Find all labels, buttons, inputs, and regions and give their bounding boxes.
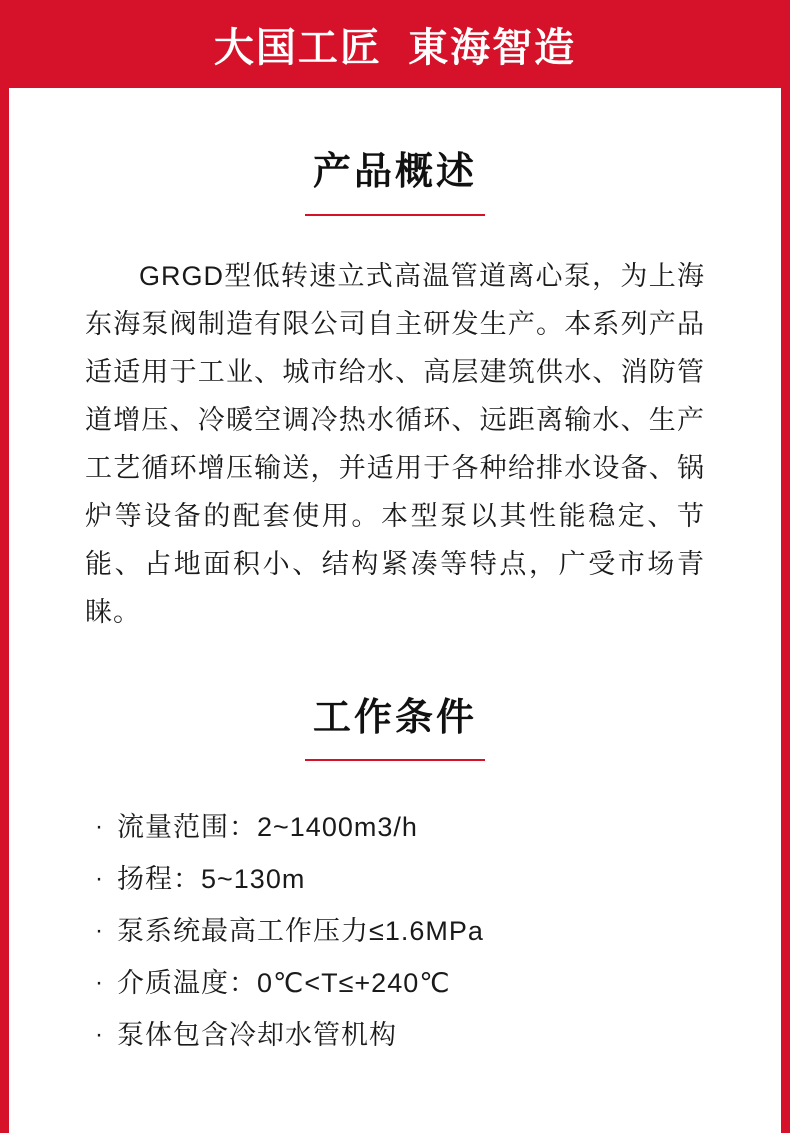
- bullet-icon: ·: [95, 865, 104, 893]
- bullet-icon: ·: [95, 969, 104, 997]
- list-item-label: 泵系统最高工作压力≤1.6MPa: [117, 916, 484, 947]
- list-item: [95, 855, 781, 903]
- working-conditions-title-underline: [305, 759, 485, 761]
- list-item-label: 泵体包含冷却水管机构: [117, 1020, 397, 1051]
- overview-title-underline: [305, 214, 485, 216]
- list-item: [95, 1011, 781, 1059]
- header-banner: [0, 0, 790, 88]
- working-conditions-section-header: [9, 696, 781, 762]
- list-item-label: 介质温度：0℃<T≤+240℃: [117, 968, 451, 999]
- list-item-label: 流量范围：2~1400m3/h: [117, 812, 418, 843]
- bullet-icon: ·: [95, 917, 104, 945]
- list-item: [95, 803, 781, 851]
- working-conditions-heading: 工作条件: [312, 696, 477, 739]
- list-item-label: 扬程：5~130m: [117, 864, 306, 895]
- working-conditions-list: [95, 803, 781, 1059]
- list-item: [95, 907, 781, 955]
- bullet-icon: ·: [95, 813, 104, 841]
- bullet-icon: ·: [95, 1021, 104, 1049]
- banner-title: 大国工匠 東海智造: [213, 25, 577, 70]
- list-item: [95, 959, 781, 1007]
- overview-section-header: [9, 150, 781, 216]
- overview-paragraph: GRGD型低转速立式高温管道离心泵，为上海东海泵阀制造有限公司自主研发生产。本系列产品适适用于工业、城市给水、高层建筑供水、消防管道增压、冷暖空调冷热水循环、远距离输水、生产工艺循环增压输送，并适用于各种给排水设备、锅炉等设备的配套使用。本型泵以其性能稳定、节能、占地面积小、结构紧凑等特点，广受市场青睐。: [85, 260, 705, 627]
- overview-heading: 产品概述: [312, 151, 477, 193]
